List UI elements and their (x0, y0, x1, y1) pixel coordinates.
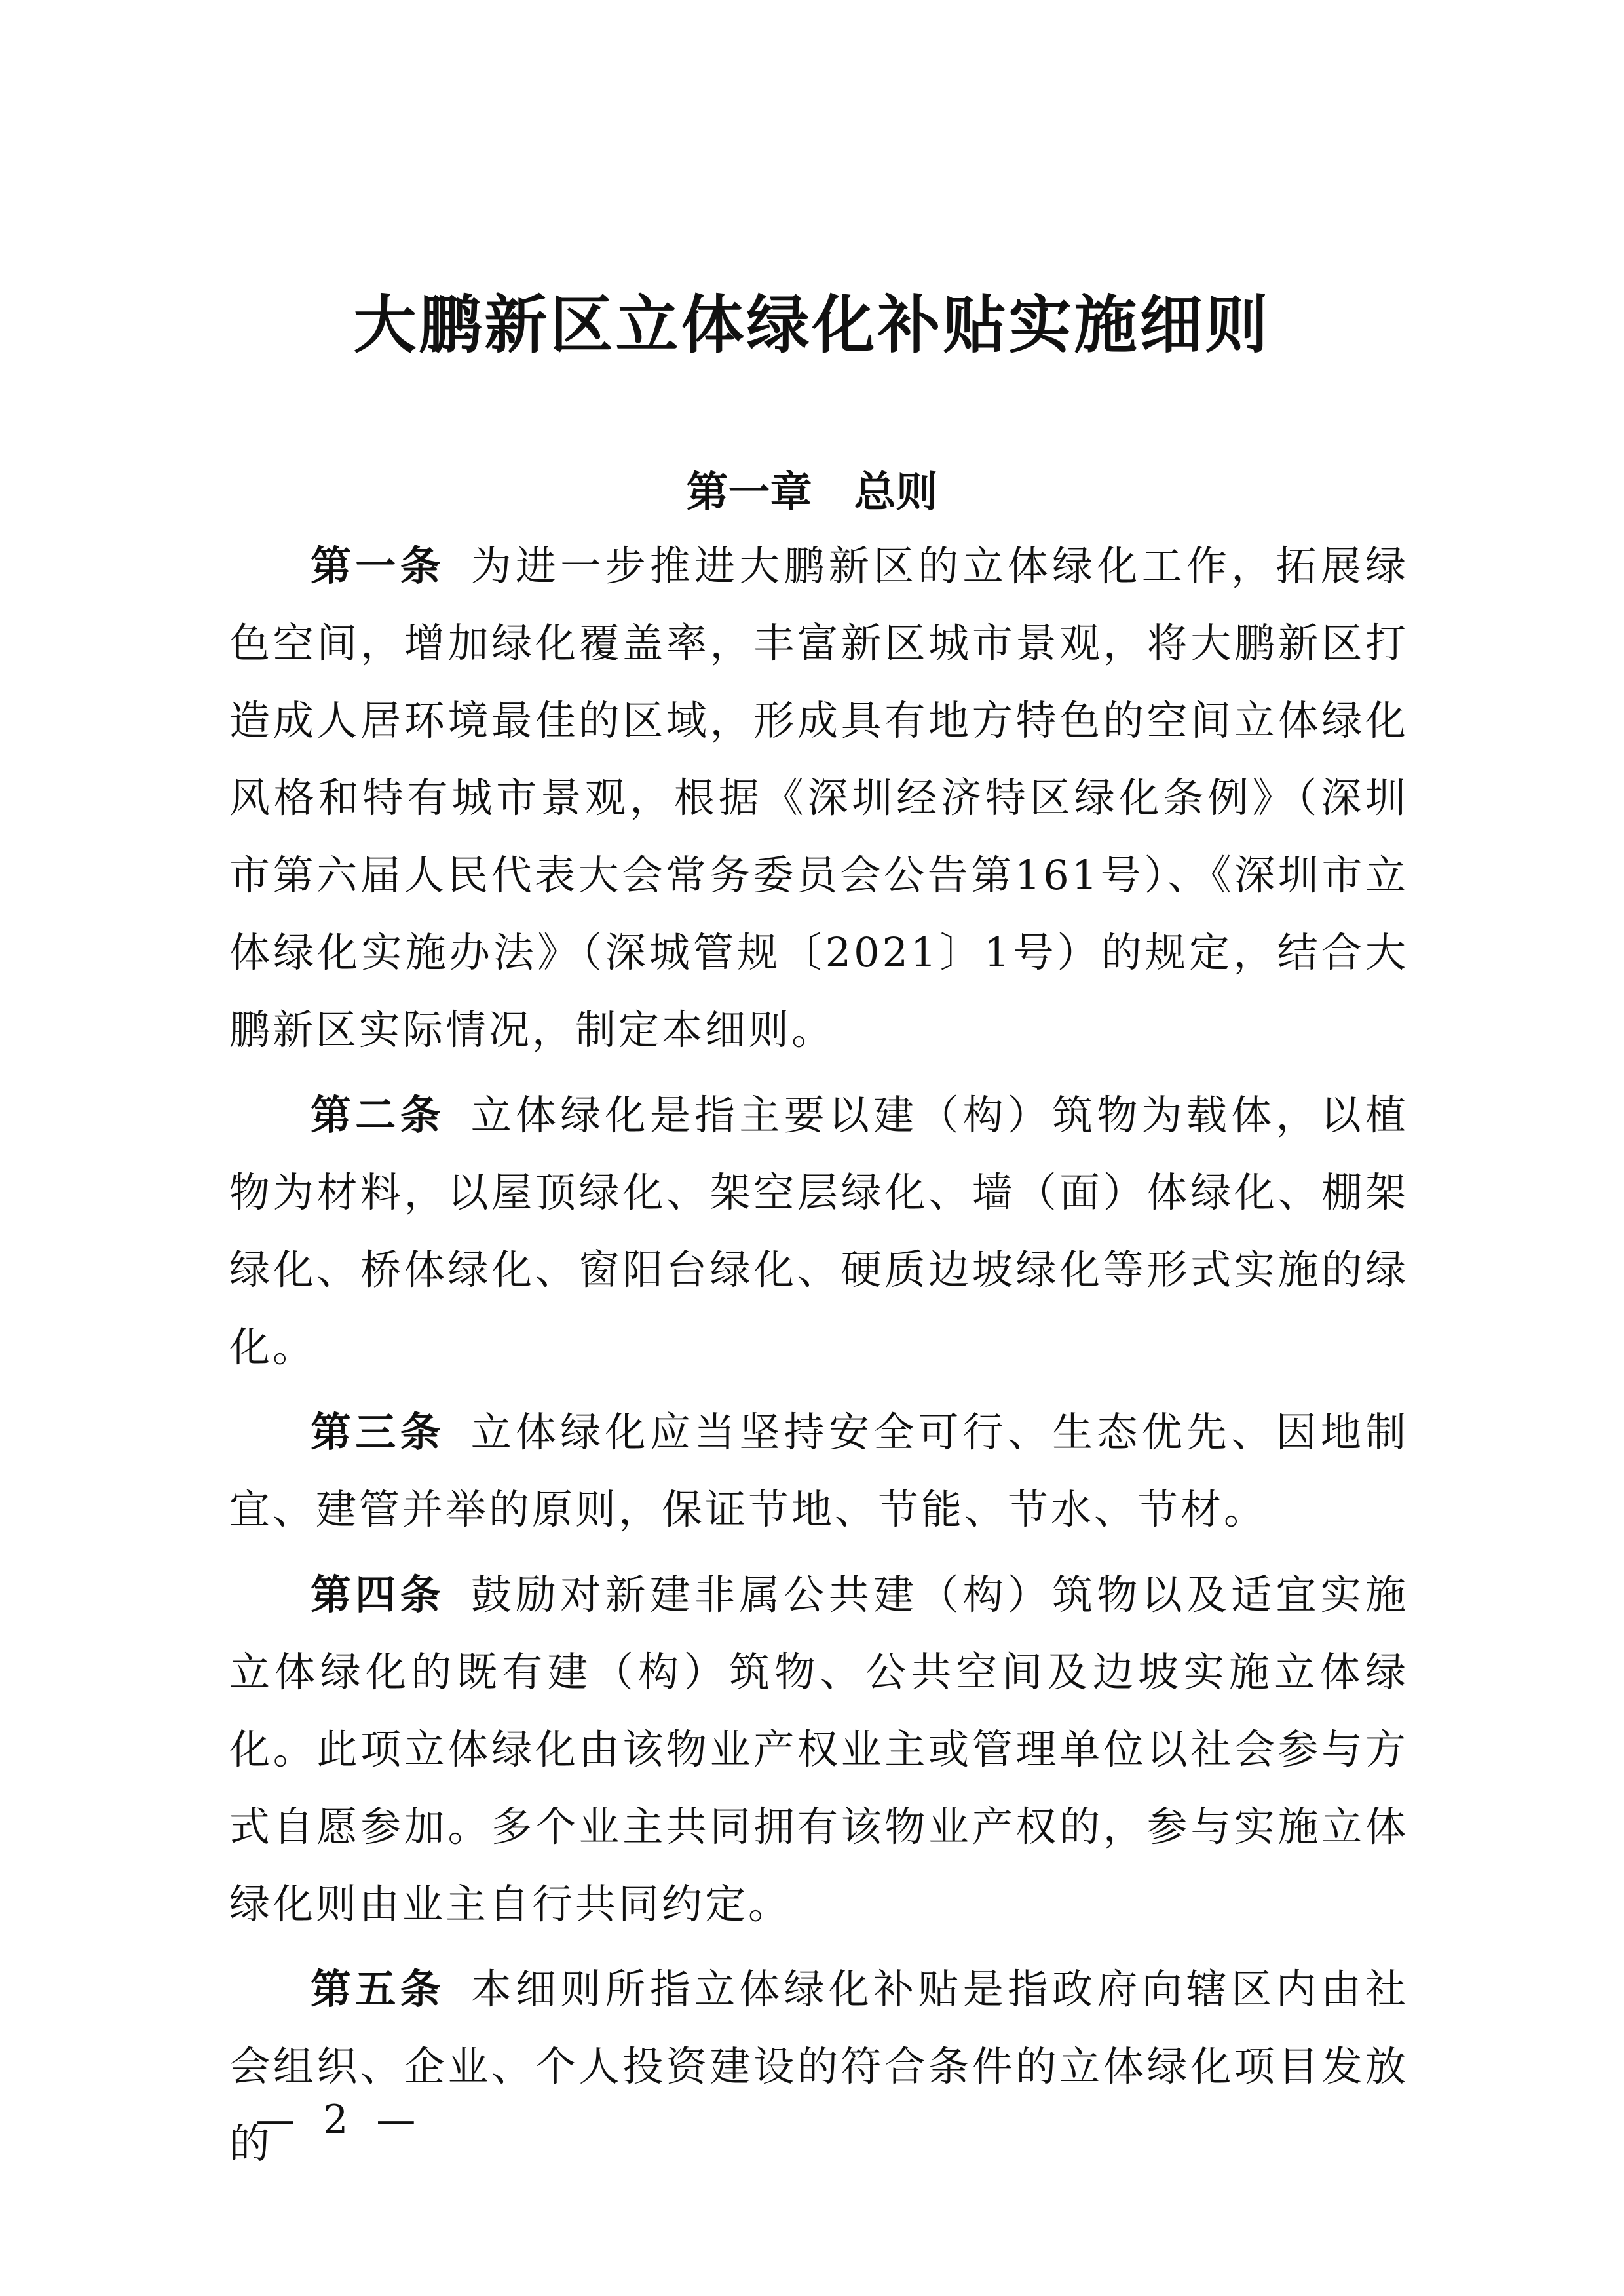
article-label: 第五条 (311, 1965, 445, 2013)
article-1 (229, 527, 1408, 1069)
article-text: 本细则所指立体绿化补贴是指政府向辖区内由社会组织、企业、个人投资建设的符合条件的立体绿化项目发放的 (229, 1965, 1408, 2168)
article-label: 第一条 (311, 542, 445, 590)
page-number: — 2 — (255, 2097, 424, 2143)
article-5 (229, 1951, 1408, 2183)
chapter-heading: 第一章 总则 (686, 469, 938, 517)
article-2 (229, 1077, 1408, 1386)
article-text: 立体绿化是指主要以建（构）筑物为载体，以植物为材料，以屋顶绿化、架空层绿化、墙（面）体绿化、棚架绿化、桥体绿化、窗阳台绿化、硬质边坡绿化等形式实施的绿化。 (229, 1091, 1408, 1371)
article-3 (229, 1394, 1408, 1548)
article-text: 鼓励对新建非属公共建（构）筑物以及适宜实施立体绿化的既有建（构）筑物、公共空间及边坡实施立体绿化。此项立体绿化由该物业产权业主或管理单位以社会参与方式自愿参加。多个业主共同拥有该物业产权的，参与实施立体绿化则由业主自行共同约定。 (229, 1571, 1408, 1928)
article-text: 立体绿化应当坚持安全可行、生态优先、因地制宜、建管并举的原则，保证节地、节能、节水、节材。 (229, 1408, 1408, 1533)
article-label: 第三条 (311, 1408, 445, 1456)
article-4 (229, 1556, 1408, 1943)
article-label: 第四条 (311, 1571, 445, 1618)
article-label: 第二条 (311, 1091, 445, 1139)
document-title: 大鹏新区立体绿化补贴实施细则 (353, 288, 1271, 362)
article-text: 为进一步推进大鹏新区的立体绿化工作，拓展绿色空间，增加绿化覆盖率，丰富新区城市景观，将大鹏新区打造成人居环境最佳的区域，形成具有地方特色的空间立体绿化风格和特有城市景观，根据《深圳经济特区绿化条例》（深圳市第六届人民代表大会常务委员会公告第161号）、《深圳市立体绿化实施办法》（深城管规〔2021〕1号）的规定，结合大鹏新区实际情况，制定本细则。 (229, 542, 1408, 1054)
document-body (229, 527, 1408, 2191)
